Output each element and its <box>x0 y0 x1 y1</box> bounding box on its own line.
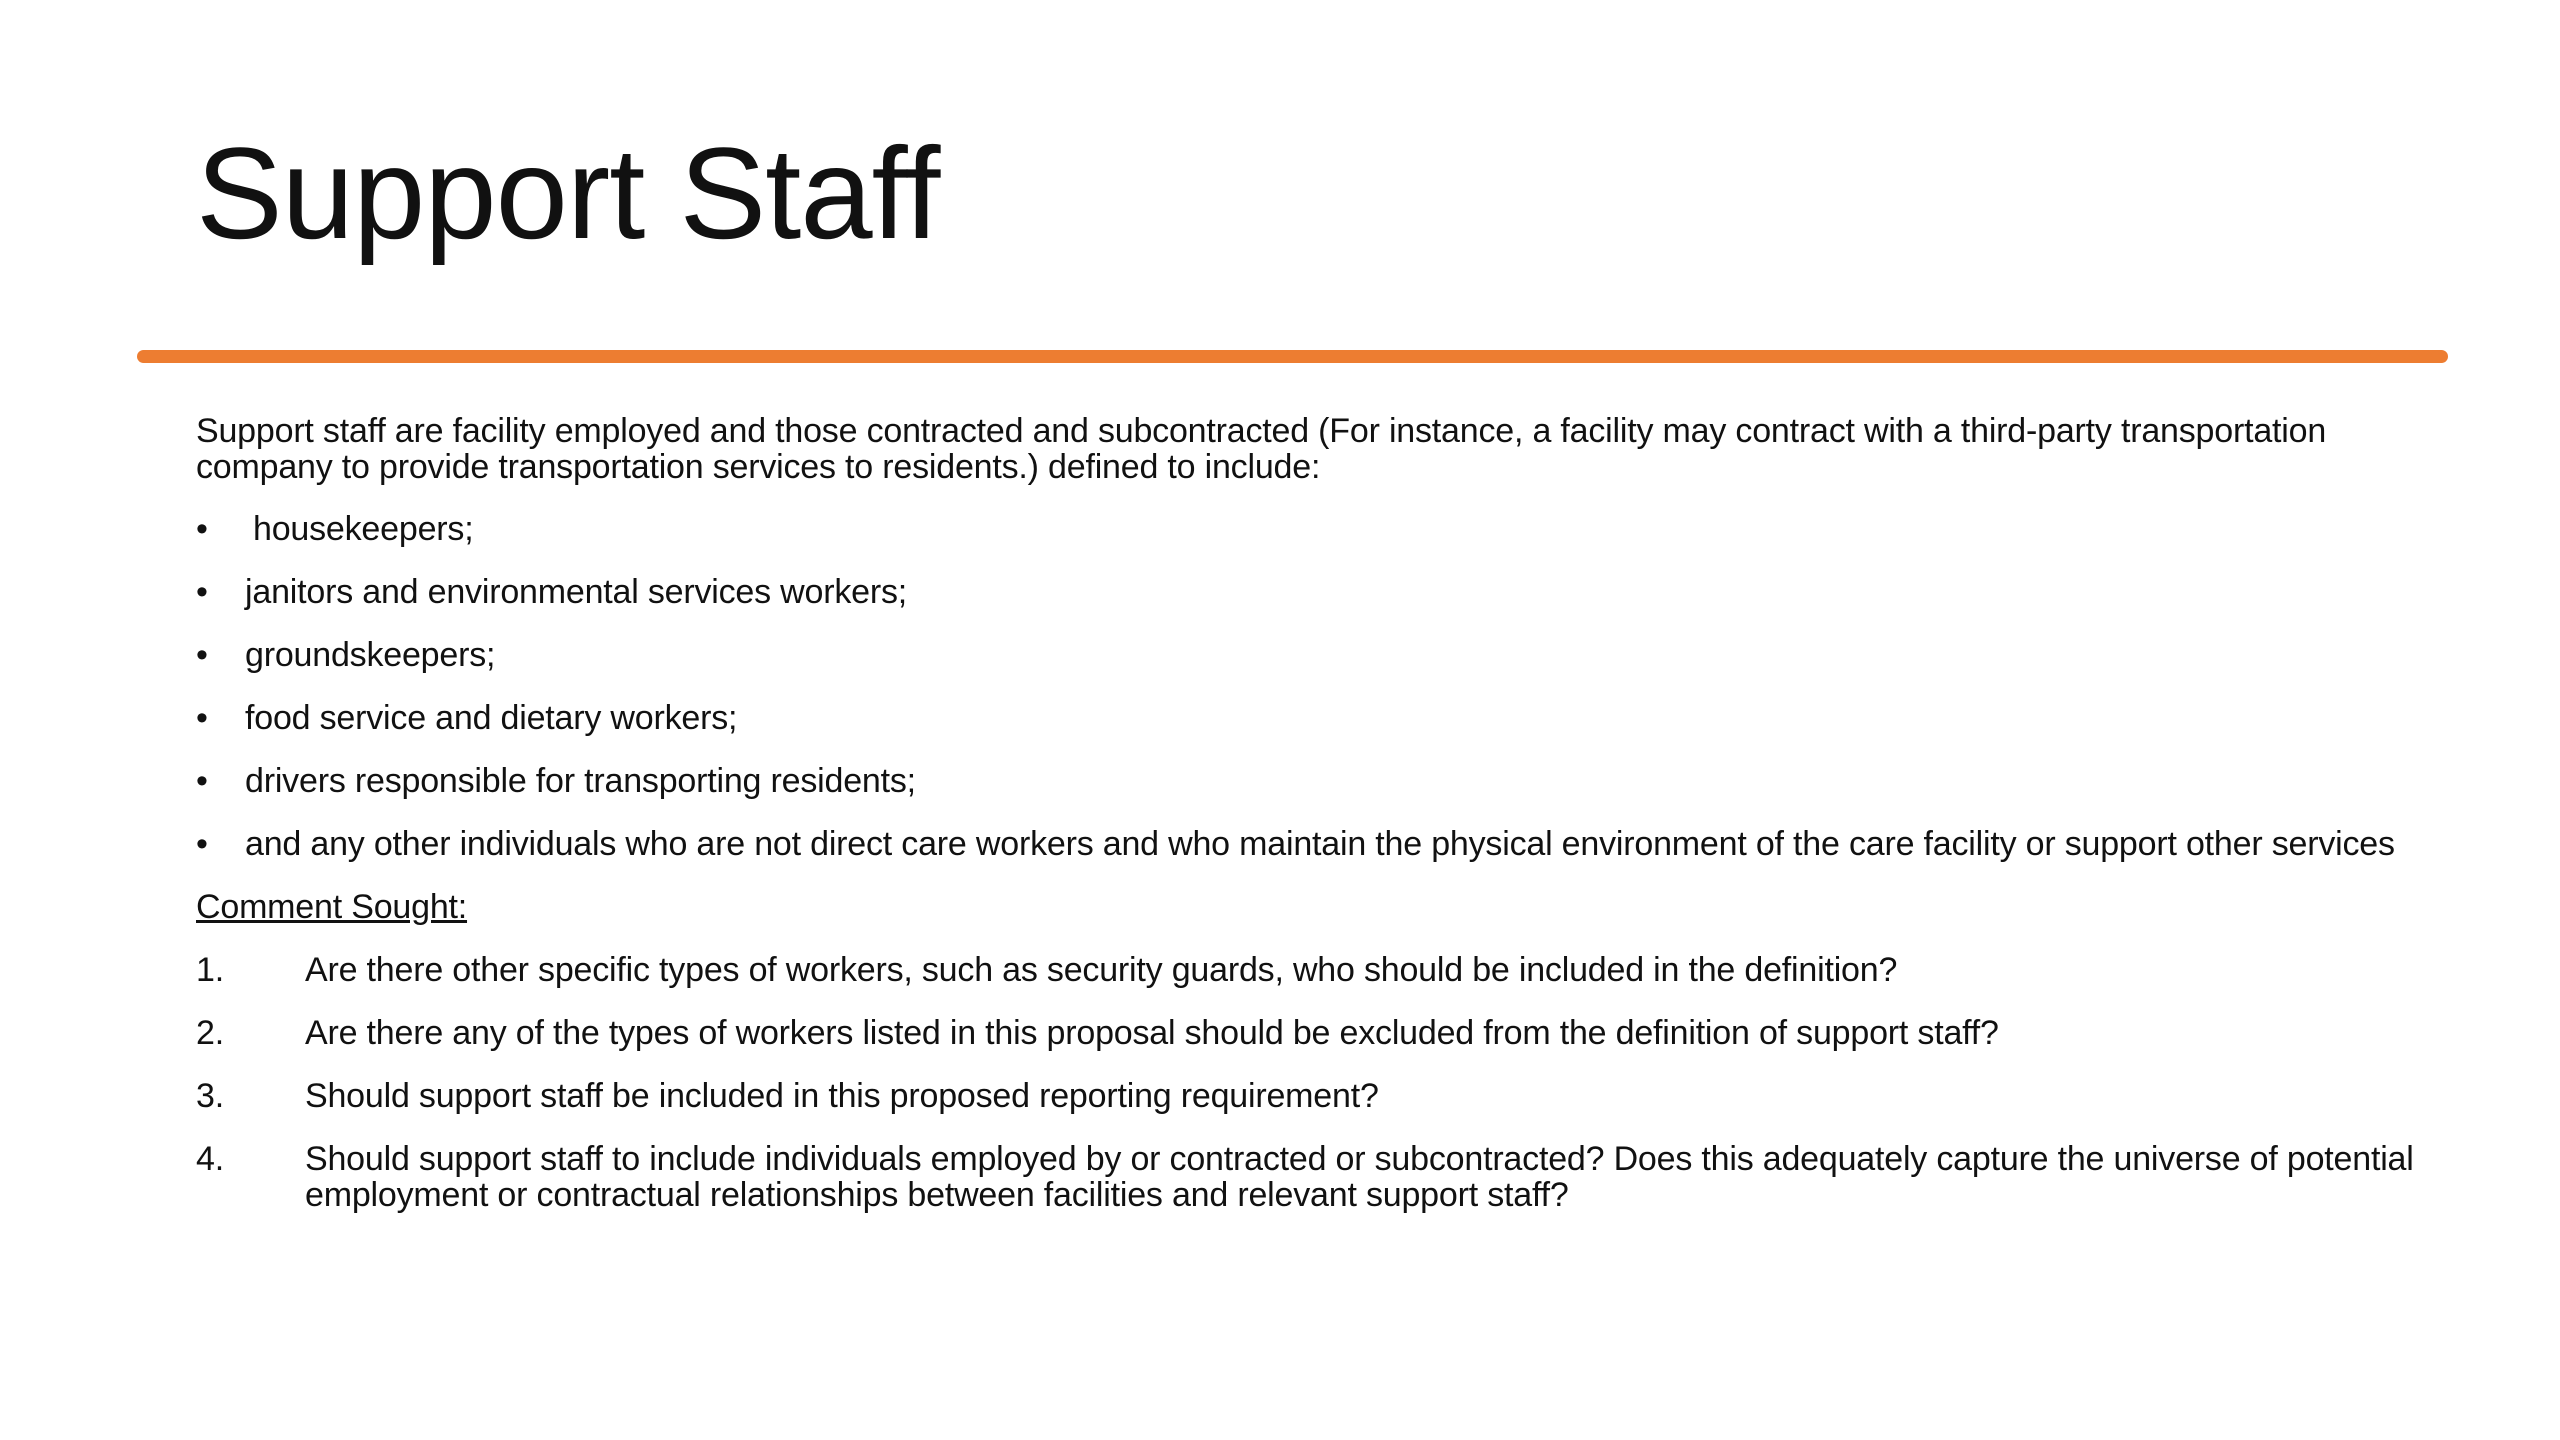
list-item-text: janitors and environmental services workers; <box>245 573 908 611</box>
support-staff-list <box>196 511 2426 862</box>
slide-body <box>196 413 2426 1240</box>
question-item <box>196 952 2426 988</box>
comment-sought-heading: Comment Sought: <box>196 888 468 926</box>
bullet-icon: • <box>196 510 208 548</box>
intro-paragraph: Support staff are facility employed and those contracted and subcontracted (For instance, a facility may contract with a third-party transportation company to provide transportation services to residents.) defined to include: <box>196 412 2327 486</box>
list-item-text: and any other individuals who are not direct care workers and who maintain the physical environment of the care facility or support other services <box>245 825 2395 863</box>
question-text: Should support staff be included in this proposed reporting requirement? <box>305 1077 1379 1115</box>
list-item <box>196 574 2426 610</box>
question-number: 4. <box>196 1140 224 1178</box>
list-item-text: drivers responsible for transporting residents; <box>245 762 916 800</box>
bullet-icon: • <box>196 825 208 863</box>
slide-title: Support Staff <box>196 120 940 266</box>
list-item <box>196 700 2426 736</box>
bullet-icon: • <box>196 699 208 737</box>
list-item-text: housekeepers; <box>253 510 474 548</box>
list-item <box>196 763 2426 799</box>
bullet-icon: • <box>196 573 208 611</box>
question-text: Should support staff to include individuals employed by or contracted or subcontracted? Does this adequately capture the universe of potential employment or contractual relationships between facilities and relevant support staff? <box>305 1140 2414 1214</box>
question-text: Are there any of the types of workers listed in this proposal should be excluded from the definition of support staff? <box>305 1014 1999 1052</box>
list-item-text: food service and dietary workers; <box>245 699 738 737</box>
questions-list <box>196 952 2426 1213</box>
question-number: 3. <box>196 1077 224 1115</box>
question-number: 2. <box>196 1014 224 1052</box>
question-item <box>196 1078 2426 1114</box>
bullet-icon: • <box>196 762 208 800</box>
question-item <box>196 1141 2426 1213</box>
question-item <box>196 1015 2426 1051</box>
question-number: 1. <box>196 951 224 989</box>
list-item <box>196 511 2426 547</box>
list-item <box>196 637 2426 673</box>
list-item <box>196 826 2426 862</box>
question-text: Are there other specific types of workers, such as security guards, who should be included in the definition? <box>305 951 1898 989</box>
title-divider <box>137 350 2448 363</box>
list-item-text: groundskeepers; <box>245 636 496 674</box>
bullet-icon: • <box>196 636 208 674</box>
